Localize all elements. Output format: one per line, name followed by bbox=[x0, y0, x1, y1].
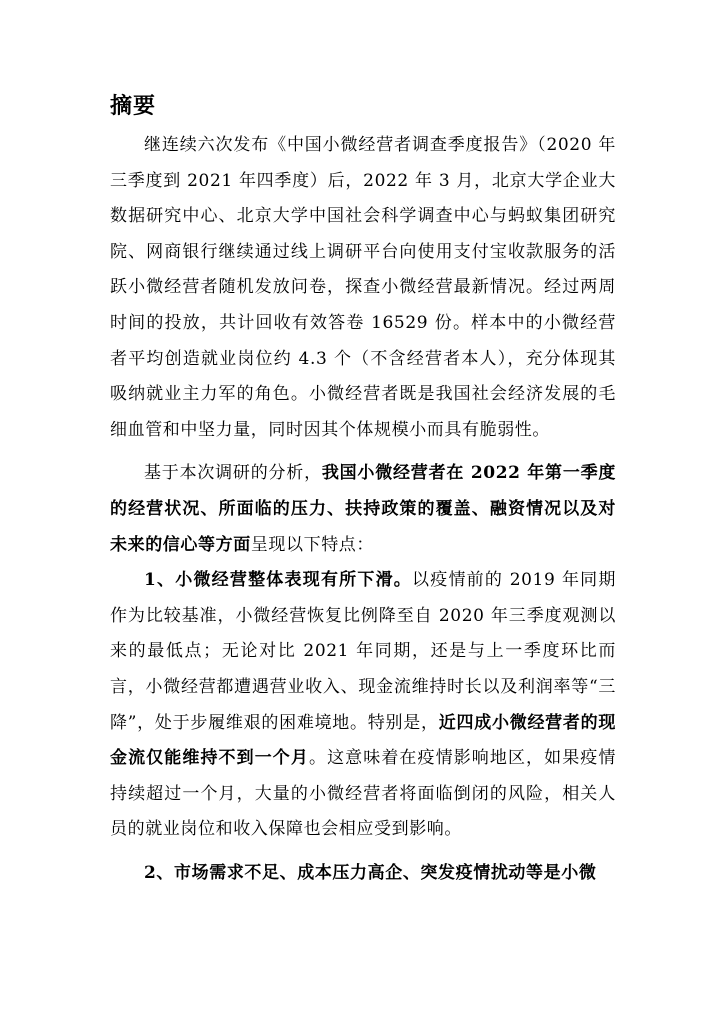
finding-1-highlight: 近四成小微经营者的现金流仅能维持不到一个月 bbox=[110, 712, 617, 769]
finding-1-text: 以疫情前的 2019 年同期作为比较基准，小微经营恢复比例降至自 2020 年三季度观测以来的最低点；无论对比 2021 年同期，还是与上一季度环比而言，小微经营都遭遇营业收入、现金流维持时长以及利润率等“三降”，处于步履维艰的困难境地。特别是， bbox=[110, 570, 616, 733]
findings-intro-bold: 我国小微经营者在 2022 年第一季度的经营状况、所面临的压力、扶持政策的覆盖、融资情况以及对未来的信心等方面 bbox=[110, 463, 616, 555]
abstract-heading: 摘要 bbox=[110, 93, 157, 119]
paragraph-survey-background: 继连续六次发布《中国小微经营者调查季度报告》（2020 年三季度到 2021 年四季度）后，2022 年 3 月，北京大学企业大数据研究中心、北京大学中国社会科学调查中心与蚂蚁集团研究院、网商银行继续通过线上调研平台向使用支付宝收款服务的活跃小微经营者随机发放问卷，探查小微经营最新情况。经过两周时间的投放，共计回收有效答卷 16529 份。样本中的小微经营者平均创造就业岗位约 4.3 个（不含经营者本人），充分体现其吸纳就业主力军的角色。小微经营者既是我国社会经济发展的毛细血管和中坚力量，同时因其个体规模小而具有脆弱性。 bbox=[110, 135, 616, 440]
finding-2-title: 2、市场需求不足、成本压力高企、突发疫情扰动等是小微 bbox=[144, 862, 597, 883]
document-page bbox=[110, 92, 616, 891]
paragraph-finding-2 bbox=[110, 856, 616, 892]
paragraph-findings-intro bbox=[110, 456, 616, 563]
findings-intro-text: 基于本次调研的分析， bbox=[144, 463, 322, 484]
paragraph-gap bbox=[110, 848, 616, 856]
finding-1-tail: 。这意味着在疫情影响地区，如果疫情持续超过一个月，大量的小微经营者将面临倒闭的风险，相关人员的就业岗位和收入保障也会相应受到影响。 bbox=[110, 748, 616, 840]
findings-intro-tail: 呈现以下特点： bbox=[250, 534, 375, 555]
finding-1-title: 1、小微经营整体表现有所下滑。 bbox=[144, 570, 413, 591]
paragraph-gap bbox=[110, 448, 616, 456]
paragraph-finding-1 bbox=[110, 563, 616, 848]
